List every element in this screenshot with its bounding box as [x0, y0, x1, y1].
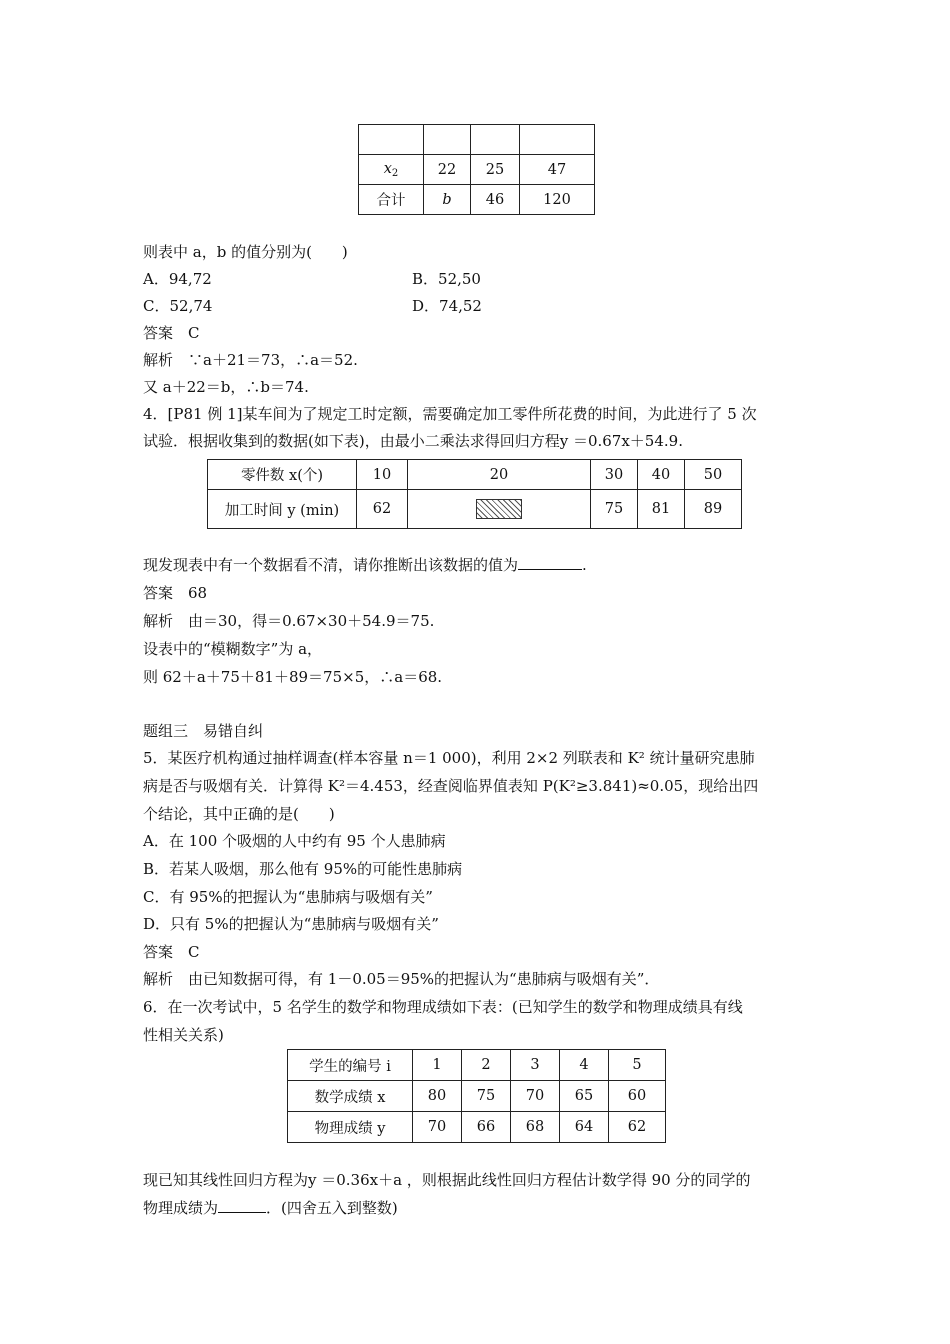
table-cell: [520, 125, 595, 155]
table-cell: [359, 125, 424, 155]
parts-time-table: [207, 459, 742, 529]
option-a: A．94,72: [143, 270, 212, 288]
table-cell: 62: [357, 490, 408, 529]
table-cell: 3: [511, 1050, 560, 1081]
option-b: B．若某人吸烟，那么他有 95%的可能性患肺病: [143, 860, 463, 878]
table-cell: 81: [638, 490, 685, 529]
option-c: C．52,74: [143, 297, 213, 315]
scores-table: [287, 1049, 666, 1143]
table-cell: 47: [520, 155, 595, 185]
question-text: 现已知其线性回归方程为y ＝0.36x＋a ，则根据此线性回归方程估计数学得 90 分的同学的: [143, 1171, 751, 1189]
table-cell: 65: [560, 1081, 609, 1112]
answer-blank: [518, 555, 582, 570]
table-cell: 120: [520, 185, 595, 215]
table-cell: 1: [413, 1050, 462, 1081]
table-cell: 零件数 x(个): [208, 460, 357, 490]
table-cell: 2: [462, 1050, 511, 1081]
table-cell: 30: [591, 460, 638, 490]
analysis: 则 62＋a＋75＋81＋89＝75×5，∴a＝68.: [143, 668, 443, 686]
table-cell: 4: [560, 1050, 609, 1081]
question-stem: 6．在一次考试中，5 名学生的数学和物理成绩如下表：(已知学生的数学和物理成绩具有线: [143, 998, 743, 1016]
analysis: 解析 ∵a＋21＝73，∴a＝52.: [143, 351, 358, 369]
table-cell: [424, 125, 471, 155]
contingency-table: [358, 124, 595, 215]
table-cell: 66: [462, 1112, 511, 1143]
option-b: B．52,50: [412, 270, 481, 288]
table-cell: 68: [511, 1112, 560, 1143]
table-cell: 5: [609, 1050, 666, 1081]
table-cell: 89: [685, 490, 742, 529]
table-cell: 物理成绩 y: [288, 1112, 413, 1143]
question-stem: 病是否与吸烟有关．计算得 K²＝4.453，经查阅临界值表知 P(K²≥3.841)≈0.05，现给出四: [143, 777, 759, 795]
table-cell: 80: [413, 1081, 462, 1112]
question-stem: 个结论，其中正确的是( ): [143, 805, 335, 823]
table-cell: 75: [462, 1081, 511, 1112]
table-cell: 62: [609, 1112, 666, 1143]
blurred-number-image: [476, 499, 522, 519]
option-a: A．在 100 个吸烟的人中约有 95 个人患肺病: [143, 832, 446, 850]
table-cell: 64: [560, 1112, 609, 1143]
table-cell: 50: [685, 460, 742, 490]
option-d: D．只有 5%的把握认为“患肺病与吸烟有关”: [143, 915, 439, 933]
answer: 答案 C: [143, 943, 200, 961]
table-cell: 60: [609, 1081, 666, 1112]
analysis: 解析 由＝30，得＝0.67×30＋54.9＝75.: [143, 612, 435, 630]
table-cell: [471, 125, 520, 155]
section-heading: 题组三 易错自纠: [143, 722, 264, 740]
table-cell: 70: [413, 1112, 462, 1143]
table-cell: 合计: [359, 185, 424, 215]
table-cell: 70: [511, 1081, 560, 1112]
analysis: 解析 由已知数据可得，有 1－0.05＝95%的把握认为“患肺病与吸烟有关”．: [143, 970, 660, 988]
table-cell: 数学成绩 x: [288, 1081, 413, 1112]
table-cell: 20: [408, 460, 591, 490]
table-cell: 22: [424, 155, 471, 185]
table-cell: 加工时间 y (min): [208, 490, 357, 529]
table-cell: 40: [638, 460, 685, 490]
question-stem: 性相关关系): [143, 1026, 224, 1044]
table-cell: 75: [591, 490, 638, 529]
question-stem: 4．[P81 例 1]某车间为了规定工时定额，需要确定加工零件所花费的时间，为此进行了 5 次: [143, 405, 757, 423]
answer: 答案 68: [143, 584, 208, 602]
answer-blank: [218, 1198, 266, 1213]
table-cell: 10: [357, 460, 408, 490]
table-cell: b: [424, 185, 471, 215]
table-cell: $x_2$: [359, 155, 424, 185]
blurred-cell: [408, 490, 591, 529]
question-stem: 试验．根据收集到的数据(如下表)，由最小二乘法求得回归方程y ＝0.67x＋54.9.: [143, 432, 683, 450]
question-stem: 5．某医疗机构通过抽样调查(样本容量 n＝1 000)，利用 2×2 列联表和 K² 统计量研究患肺: [143, 749, 755, 767]
table-cell: 46: [471, 185, 520, 215]
answer: 答案 C: [143, 324, 200, 342]
analysis: 设表中的“模糊数字”为 a，: [143, 640, 323, 658]
question-stem: 则表中 a，b 的值分别为( ): [143, 243, 348, 261]
question-text: 现发现表中有一个数据看不清，请你推断出该数据的值为 .: [143, 556, 587, 574]
table-cell: 25: [471, 155, 520, 185]
question-text: 物理成绩为 ．(四舍五入到整数): [143, 1199, 398, 1217]
analysis: 又 a＋22＝b，∴b＝74.: [143, 378, 309, 396]
option-d: D．74,52: [412, 297, 482, 315]
table-cell: 学生的编号 i: [288, 1050, 413, 1081]
option-c: C．有 95%的把握认为“患肺病与吸烟有关”: [143, 888, 433, 906]
